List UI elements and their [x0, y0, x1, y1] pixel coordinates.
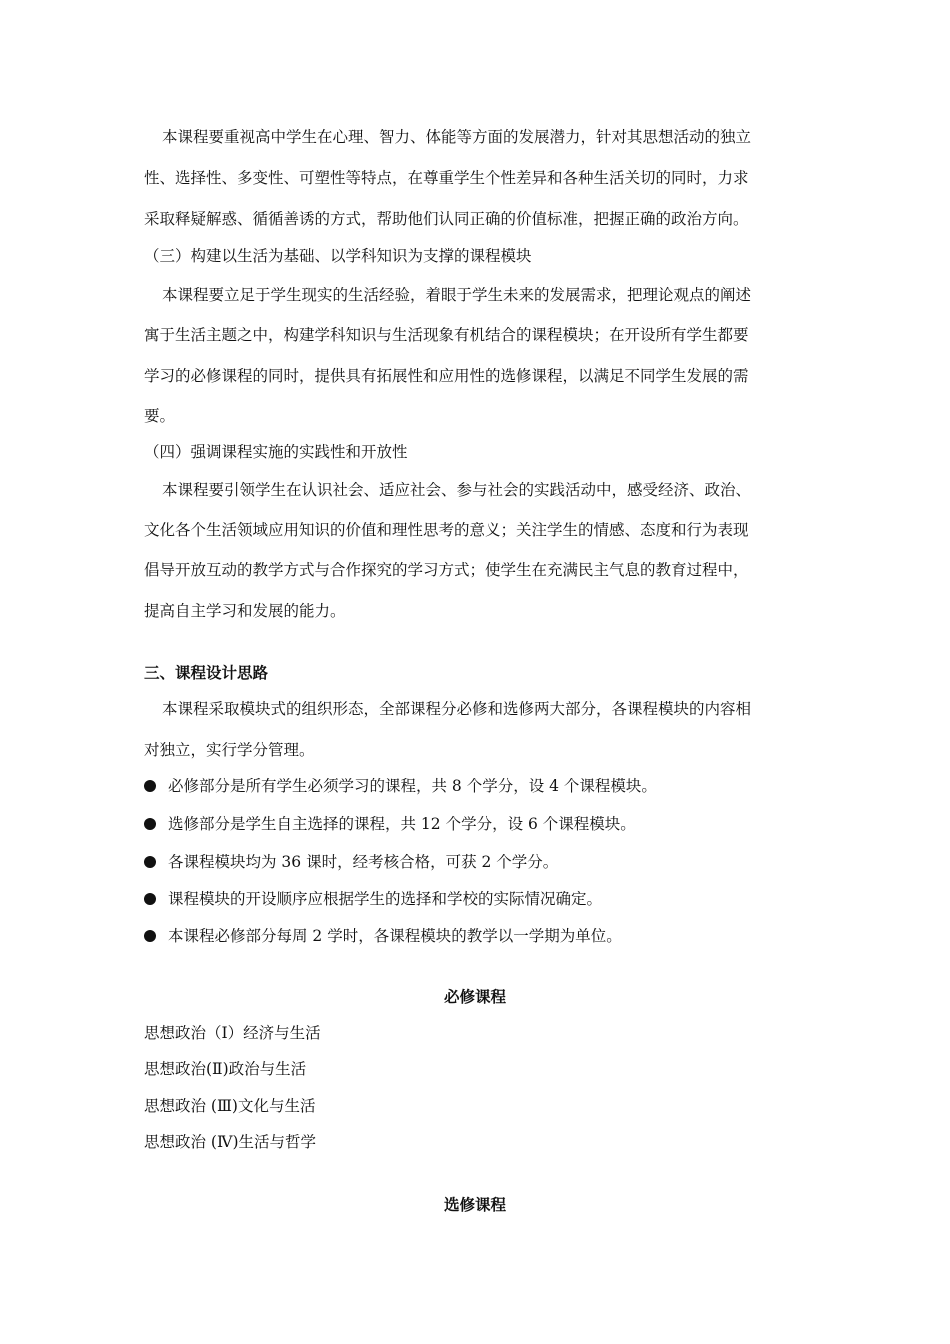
course-item: 思想政治 (Ⅳ)生活与哲学: [144, 1133, 317, 1151]
elective-courses-title: 选修课程: [443, 1196, 506, 1214]
paragraph-line: 采取释疑解惑、循循善诱的方式，帮助他们认同正确的价值标准，把握正确的政治方向。: [144, 210, 749, 228]
bullet-icon: [144, 856, 156, 868]
bullet-item: [144, 812, 636, 834]
bullet-icon: [144, 930, 156, 942]
subsection-heading: （三）构建以生活为基础、以学科知识为支撑的课程模块: [144, 247, 532, 265]
paragraph-line: 对独立，实行学分管理。: [144, 741, 315, 759]
bullet-item: [144, 774, 657, 796]
paragraph-line: 性、选择性、多变性、可塑性等特点，在尊重学生个性差异和各种生活关切的同时，力求: [144, 169, 749, 187]
paragraph-line: 文化各个生活领域应用知识的价值和理性思考的意义；关注学生的情感、态度和行为表现: [144, 521, 749, 539]
paragraph-line: 本课程采取模块式的组织形态，全部课程分必修和选修两大部分，各课程模块的内容相: [162, 700, 752, 718]
bullet-icon: [144, 780, 156, 792]
bullet-item: [144, 924, 622, 946]
paragraph-line: 本课程要重视高中学生在心理、智力、体能等方面的发展潜力，针对其思想活动的独立: [162, 128, 752, 146]
course-item: 思想政治（Ⅰ）经济与生活: [144, 1024, 321, 1042]
course-item: 思想政治(Ⅱ)政治与生活: [144, 1060, 307, 1078]
paragraph-line: 本课程要引领学生在认识社会、适应社会、参与社会的实践活动中，感受经济、政治、: [162, 481, 752, 499]
bullet-item: [144, 850, 558, 872]
section-title: 三、课程设计思路: [144, 664, 269, 682]
bullet-text: 课程模块的开设顺序应根据学生的选择和学校的实际情况确定。: [168, 890, 603, 908]
bullet-text: 本课程必修部分每周 2 学时，各课程模块的教学以一学期为单位。: [168, 927, 622, 945]
paragraph-line: 寓于生活主题之中，构建学科知识与生活现象有机结合的课程模块；在开设所有学生都要: [144, 326, 749, 344]
course-item: 思想政治 (Ⅲ)文化与生活: [144, 1097, 316, 1115]
paragraph-line: 本课程要立足于学生现实的生活经验，着眼于学生未来的发展需求，把理论观点的阐述: [162, 286, 752, 304]
bullet-item: [144, 887, 602, 909]
bullet-text: 各课程模块均为 36 课时，经考核合格，可获 2 个学分。: [168, 853, 559, 871]
bullet-icon: [144, 818, 156, 830]
paragraph-line: 要。: [144, 407, 176, 425]
paragraph-line: 倡导开放互动的教学方式与合作探究的学习方式；使学生在充满民主气息的教育过程中，: [144, 561, 749, 579]
required-courses-title: 必修课程: [443, 988, 506, 1006]
bullet-text: 选修部分是学生自主选择的课程，共 12 个学分，设 6 个课程模块。: [168, 815, 636, 833]
paragraph-line: 提高自主学习和发展的能力。: [144, 602, 346, 620]
paragraph-line: 学习的必修课程的同时，提供具有拓展性和应用性的选修课程，以满足不同学生发展的需: [144, 367, 749, 385]
bullet-text: 必修部分是所有学生必须学习的课程，共 8 个学分，设 4 个课程模块。: [168, 777, 657, 795]
bullet-icon: [144, 893, 156, 905]
subsection-heading: （四）强调课程实施的实践性和开放性: [144, 443, 408, 461]
